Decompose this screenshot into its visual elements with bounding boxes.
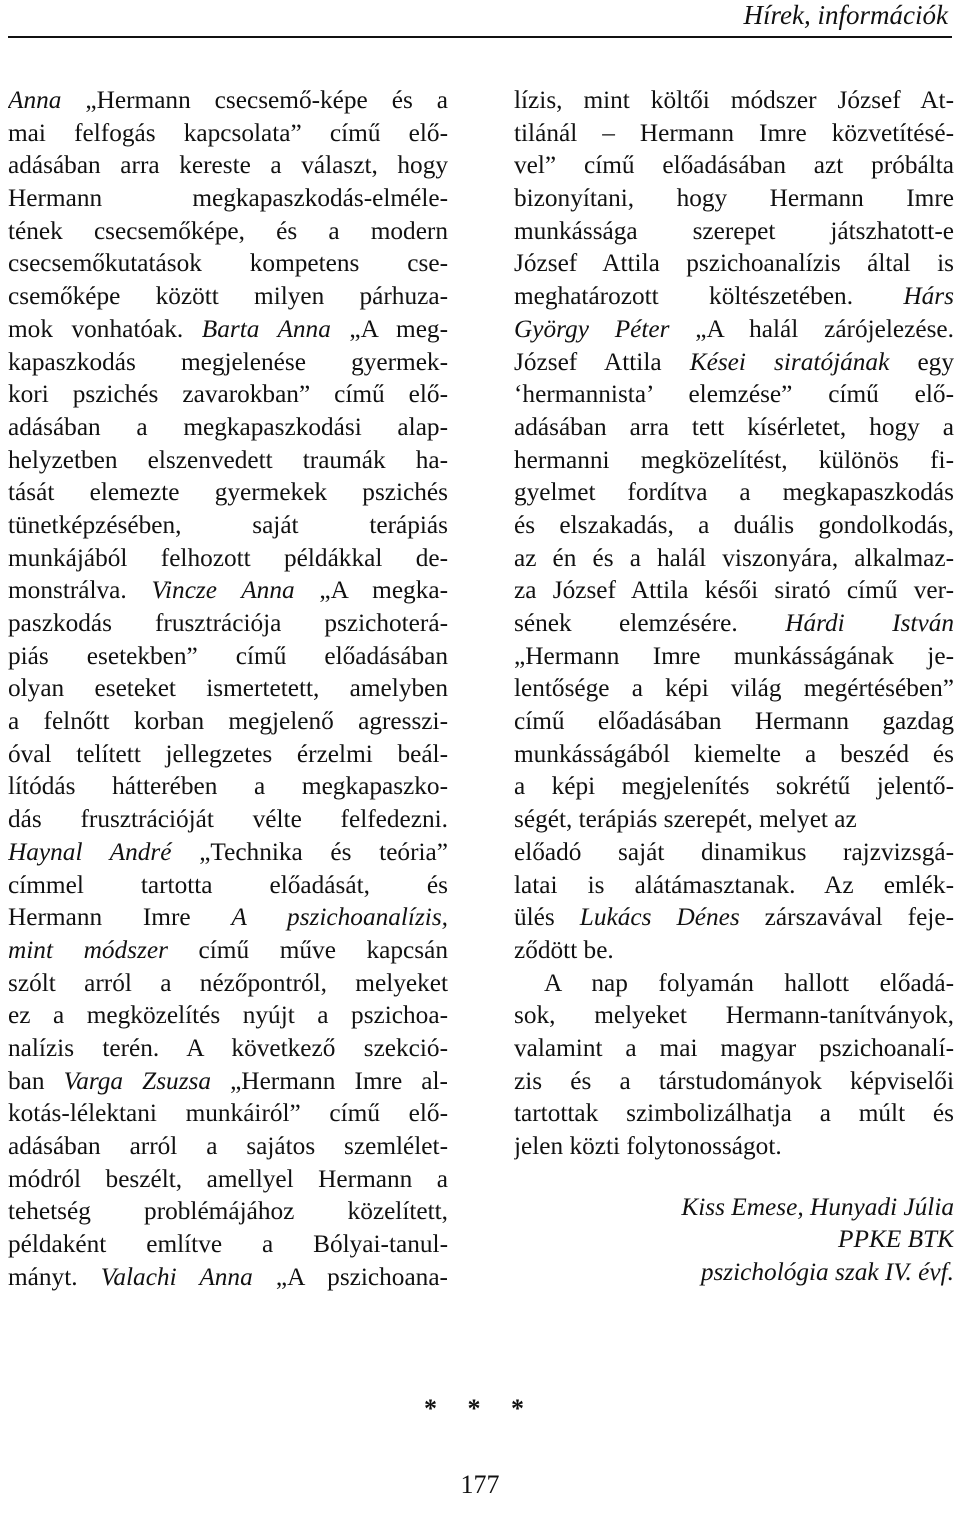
text-span: latai is alátámasztanak. Az emlék- — [514, 870, 954, 899]
text-line — [8, 476, 448, 509]
italic-name-span: György Péter — [514, 314, 670, 343]
text-span: ződött be. — [514, 935, 614, 964]
text-line — [514, 836, 954, 869]
text-line — [514, 378, 954, 411]
text-line — [8, 738, 448, 771]
text-span: adásában a megkapaszkodási alap- — [8, 412, 448, 441]
text-line — [514, 967, 954, 1000]
text-line — [8, 999, 448, 1032]
text-span: és elszakadás, a duális gondolkodás, — [514, 510, 954, 539]
text-span: piás esetekben” című előadásában — [8, 641, 448, 670]
text-span: dás frusztrációját vélte felfedezni. — [8, 805, 448, 834]
text-line — [8, 149, 448, 182]
header-rule — [8, 36, 952, 38]
italic-name-span: Kései siratójának — [689, 347, 890, 376]
text-line — [514, 149, 954, 182]
text-line — [514, 509, 954, 542]
text-span: monstrálva. — [8, 576, 152, 605]
text-span: „A megka- — [294, 576, 448, 605]
text-line — [514, 705, 954, 738]
text-line — [514, 215, 954, 248]
text-line — [514, 672, 954, 705]
text-line — [514, 607, 954, 640]
text-line — [514, 770, 954, 803]
text-span: sének elemzésére. — [514, 609, 786, 637]
text-line — [514, 934, 954, 967]
text-span: kotás-lélektani munkáiról” című elő- — [8, 1099, 448, 1128]
text-span: vel” című előadásában azt próbálta — [514, 151, 954, 180]
text-line — [514, 444, 954, 477]
signature-line: Kiss Emese, Hunyadi Júlia — [681, 1192, 954, 1221]
text-line — [8, 1130, 448, 1163]
text-span: ez a megközelítés nyújt a pszichoa- — [8, 1001, 448, 1030]
text-span: „Hermann Imre munkásságának je- — [514, 641, 954, 670]
text-span: sok, melyeket Hermann-tanítványok, — [514, 1001, 954, 1030]
text-span: kori pszichés zavarokban” című elő- — [8, 380, 448, 409]
text-span: adásában arról a sajátos szemlélet- — [8, 1132, 448, 1160]
text-span: előadó saját dinamikus rajzvizsgá- — [514, 837, 954, 866]
text-line — [8, 313, 448, 346]
text-line — [514, 738, 954, 771]
right-column — [514, 84, 954, 1289]
text-line — [514, 280, 954, 313]
text-span: az én és a halál viszonyára, alkalmaz- — [514, 543, 954, 572]
text-span: za József Attila késői sirató című ver- — [514, 576, 954, 605]
text-line — [8, 1228, 448, 1261]
text-span: ségét, terápiás szerepét, melyet az — [514, 805, 857, 834]
text-span: jelen közti folytonosságot. — [514, 1132, 782, 1160]
text-span: csemőképe között milyen párhuza- — [8, 282, 448, 311]
italic-name-span: Hárdi István — [785, 609, 954, 637]
italic-name-span: Anna — [8, 86, 62, 114]
italic-name-span: Lukács Dénes — [579, 903, 740, 932]
text-span: lentősége a képi világ megértésében” — [514, 674, 954, 703]
text-span: mai felfogás kapcsolata” című elő- — [8, 118, 448, 147]
signature-line: PPKE BTK — [838, 1225, 954, 1254]
italic-name-span: A pszichoanalízis, — [231, 903, 448, 932]
text-span: a képi megjelenítés sokrétű jelentő- — [514, 772, 954, 801]
page-number: 177 — [460, 1470, 500, 1499]
text-span: mok vonhatóak. — [8, 314, 202, 343]
text-span: József Attila pszichoanalízis által is — [514, 249, 954, 278]
text-span: helyzetben elszenvedett traumák ha- — [8, 445, 448, 474]
text-line — [514, 84, 954, 117]
text-span: valamint a mai magyar pszichoanalí- — [514, 1033, 954, 1062]
italic-name-span: Haynal André — [8, 837, 172, 866]
text-span: Hermann Imre — [8, 903, 232, 932]
text-span: zis és a társtudományok képviselői — [514, 1066, 954, 1095]
text-line — [514, 542, 954, 575]
text-line — [514, 476, 954, 509]
text-line — [8, 705, 448, 738]
text-span: ban — [8, 1066, 64, 1095]
text-span: ülés — [514, 903, 580, 932]
text-span: tünetképzésében, saját terápiás — [8, 510, 448, 539]
text-line — [8, 901, 448, 934]
text-span: tének csecsemőképe, és a modern — [8, 216, 448, 245]
text-span: olyan eseteket ismertetett, amelyben — [8, 674, 448, 703]
text-span: munkásságából kiemelte a beszéd és — [514, 739, 954, 768]
text-span: A nap folyamán hallott előadá- — [544, 968, 954, 997]
text-line — [514, 999, 954, 1032]
text-span: meghatározott költészetében. — [514, 282, 904, 311]
text-line — [8, 1032, 448, 1065]
text-line — [8, 117, 448, 150]
text-span: tását elemezte gyermekek pszichés — [8, 478, 448, 507]
text-line — [8, 672, 448, 705]
text-line — [514, 1097, 954, 1130]
text-span: mányt. — [8, 1262, 101, 1291]
text-line — [8, 247, 448, 280]
text-span: bizonyítani, hogy Hermann Imre — [514, 184, 954, 213]
text-span: a felnőtt korban megjelenő agresszi- — [8, 707, 448, 736]
text-span: egy — [889, 347, 954, 376]
text-span: csecsemőkutatások kompetens cse- — [8, 249, 448, 278]
text-line — [8, 444, 448, 477]
italic-name-span: Valachi Anna — [100, 1262, 253, 1291]
text-line — [8, 542, 448, 575]
text-span: adásában arra tett kísérletet, hogy a — [514, 412, 954, 441]
text-line — [8, 640, 448, 673]
text-line — [8, 770, 448, 803]
text-span: címmel tartotta előadását, és — [8, 870, 448, 899]
running-header: Hírek, információk — [743, 0, 948, 30]
text-line — [8, 1163, 448, 1196]
text-span: „Hermann csecsemő-képe és a — [61, 86, 448, 114]
text-line — [8, 378, 448, 411]
text-line — [514, 182, 954, 215]
text-span: gyelmet fordítva a megkapaszkodás — [514, 478, 954, 507]
text-line — [8, 1097, 448, 1130]
text-span: József Attila — [514, 347, 690, 376]
text-line — [514, 574, 954, 607]
text-span: tehetség problémájához közelített, — [8, 1197, 448, 1226]
text-span: „Technika és teória” — [171, 837, 448, 866]
text-line — [514, 1032, 954, 1065]
text-line — [8, 1195, 448, 1228]
text-span: módról beszélt, amellyel Hermann a — [8, 1164, 448, 1193]
text-span: című műve kapcsán — [167, 935, 448, 964]
text-span: című előadásában Hermann gazdag — [514, 707, 954, 736]
text-line — [514, 901, 954, 934]
text-line — [514, 1065, 954, 1098]
text-line — [8, 182, 448, 215]
text-line — [514, 117, 954, 150]
text-line — [8, 1065, 448, 1098]
text-span: nalízis terén. A következő szekció- — [8, 1033, 448, 1062]
text-span: paszkodás frusztrációja pszichoterá- — [8, 609, 448, 637]
text-line — [8, 509, 448, 542]
text-line — [514, 803, 954, 836]
text-line — [514, 247, 954, 280]
text-line — [8, 803, 448, 836]
text-line — [8, 574, 448, 607]
text-line — [8, 84, 448, 117]
text-span: munkájából felhozott példákkal de- — [8, 543, 448, 572]
text-span: ‘hermannista’ elemzése” című elő- — [514, 380, 954, 409]
text-line — [514, 640, 954, 673]
text-span: „Hermann Imre al- — [211, 1066, 448, 1095]
text-line — [514, 346, 954, 379]
text-line — [514, 869, 954, 902]
signature-line: pszichológia szak IV. évf. — [700, 1258, 954, 1287]
text-span: tartottak szimbolizálhatja a múlt és — [514, 1099, 954, 1128]
text-line — [8, 967, 448, 1000]
text-span: „A halál zárójelezése. — [669, 314, 954, 343]
text-span: tilánál – Hermann Imre közvetítésé- — [514, 118, 954, 147]
italic-name-span: Barta Anna — [201, 314, 331, 343]
left-column — [8, 84, 448, 1293]
italic-name-span: mint módszer — [8, 935, 168, 964]
text-line — [8, 869, 448, 902]
text-line — [8, 836, 448, 869]
text-line — [8, 411, 448, 444]
text-span: példaként említve a Bólyai-tanul- — [8, 1230, 448, 1259]
text-span: hermanni megközelítést, különös fi- — [514, 445, 954, 474]
text-span: munkássága szerepet játszhatott-e — [514, 216, 954, 245]
text-span: kapaszkodás megjelenése gyermek- — [8, 347, 448, 376]
text-span: adásában arra kereste a választ, hogy — [8, 151, 448, 180]
text-span: zárszavával feje- — [739, 903, 954, 932]
text-line — [8, 1261, 448, 1294]
text-line — [514, 1130, 954, 1163]
text-line — [8, 346, 448, 379]
text-span: „A pszichoana- — [252, 1262, 448, 1291]
text-line — [8, 280, 448, 313]
text-span: lízis, mint költői módszer József At- — [514, 86, 954, 114]
text-line — [514, 313, 954, 346]
text-span: óval telített jellegzetes érzelmi beál- — [8, 739, 448, 768]
text-span: lítódás hátterében a megkapaszko- — [8, 772, 448, 801]
text-line — [514, 411, 954, 444]
text-span: szólt arról a nézőpontról, melyeket — [8, 968, 448, 997]
text-span: „A meg- — [330, 314, 448, 343]
italic-name-span: Hárs — [903, 282, 954, 311]
text-line — [8, 607, 448, 640]
italic-name-span: Varga Zsuzsa — [63, 1066, 212, 1095]
italic-name-span: Vincze Anna — [151, 576, 295, 605]
section-separator: * * * — [424, 1394, 536, 1423]
text-line — [8, 215, 448, 248]
text-span: Hermann megkapaszkodás-elméle- — [8, 184, 448, 213]
text-line — [8, 934, 448, 967]
